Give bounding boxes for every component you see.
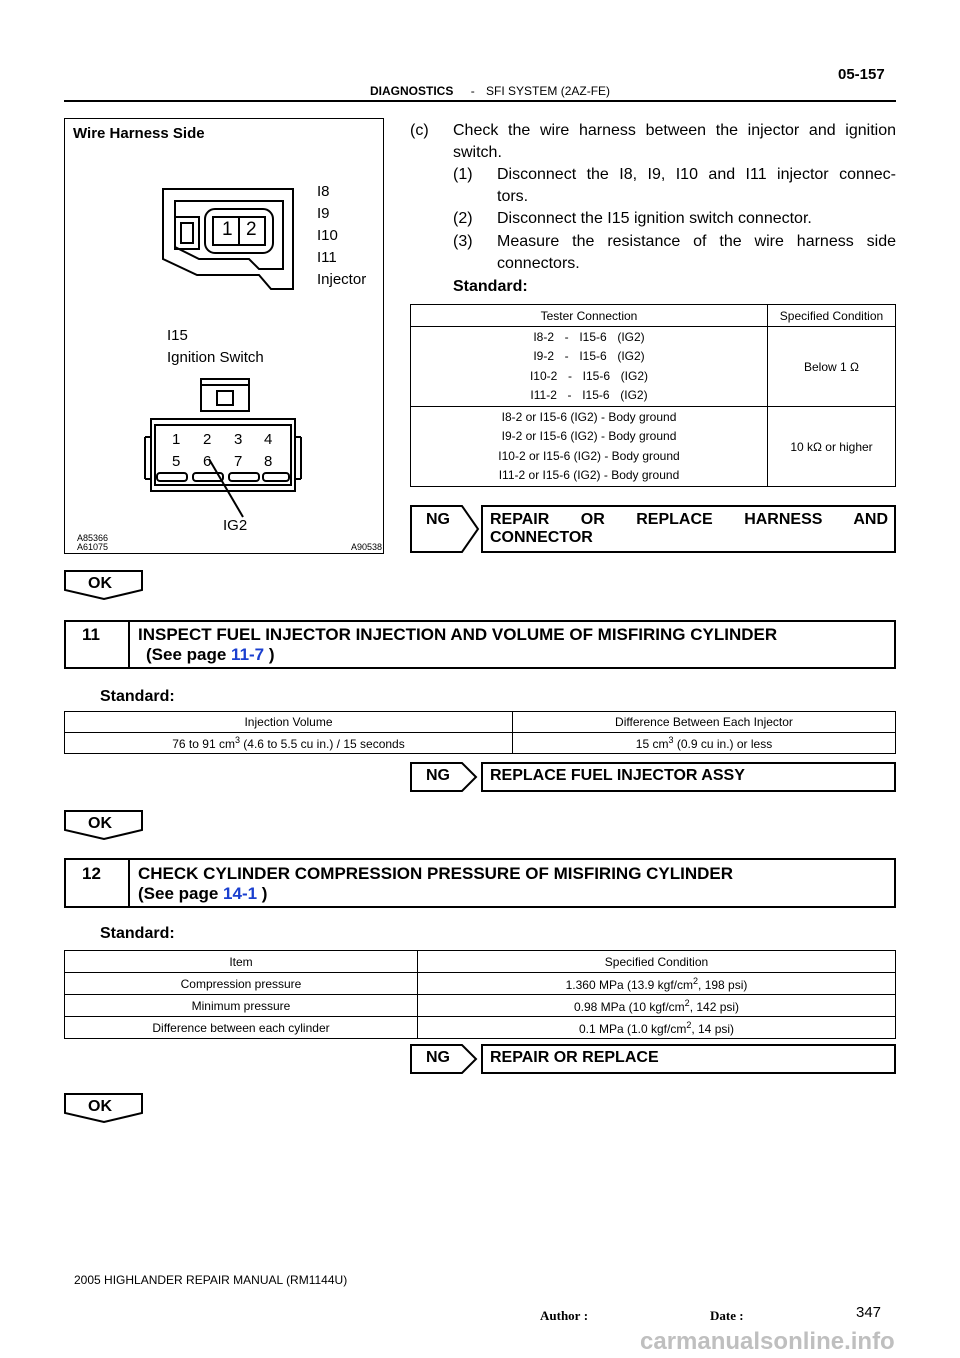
table-cell-line: I10-2 - I15-6 (IG2) xyxy=(529,368,649,383)
table-header: Specified Condition xyxy=(768,305,896,327)
ng-label-2: NG xyxy=(426,767,450,784)
section-11-close: ) xyxy=(264,645,275,664)
ok-label-3: OK xyxy=(88,1098,112,1115)
label-i11: I11 xyxy=(317,249,337,266)
compression-table xyxy=(64,950,896,1039)
standard-label-1: Standard: xyxy=(453,278,528,295)
substep-2-label: (2) xyxy=(453,210,473,227)
table-cell-line: I9-2 - I15-6 (IG2) xyxy=(533,349,645,363)
cell-text: , 142 psi) xyxy=(689,999,740,1014)
cell-text: , 198 psi) xyxy=(698,977,748,992)
ok-label-2: OK xyxy=(88,815,112,832)
section-12-title-1: CHECK CYLINDER COMPRESSION PRESSURE OF MISFIRING CYLINDER xyxy=(138,864,734,883)
cell-sup: 2 xyxy=(693,975,699,986)
table-header: Specified Condition xyxy=(418,951,896,973)
switch-pin-6: 6 xyxy=(203,453,212,470)
table-header: Item xyxy=(65,951,418,973)
table-cell: Compression pressure xyxy=(65,973,418,995)
substep-3-text-1: Measure the resistance of the wire harness side xyxy=(497,233,896,250)
substep-2-text: Disconnect the I15 ignition switch connector. xyxy=(497,210,812,227)
table-cell-line: I11-2 or I15-6 (IG2) - Body ground xyxy=(498,468,680,482)
label-i8: I8 xyxy=(317,183,330,200)
table-cell xyxy=(418,995,896,1017)
label-i9: I9 xyxy=(317,205,330,222)
cell-text: (0.9 cu in.) or less xyxy=(673,737,773,751)
figure-code-3: A90538 xyxy=(351,542,383,552)
cell-text: 76 to 91 cm xyxy=(172,737,235,751)
running-header xyxy=(370,84,610,98)
table-cell-line: I8-2 - I15-6 (IG2) xyxy=(533,329,645,344)
label-ig2: IG2 xyxy=(223,517,248,534)
figure-code-2: A61075 xyxy=(77,542,109,552)
cell-text: (4.6 to 5.5 cu in.) / 15 seconds xyxy=(239,737,405,751)
table-cell: 10 kΩ or higher xyxy=(768,407,896,487)
date-label: Date : xyxy=(710,1308,744,1323)
injector-pin-1: 1 xyxy=(222,219,233,240)
section-12-see-page: (See page xyxy=(138,884,224,903)
header-dash: - xyxy=(470,84,475,98)
substep-3-text-2: connectors. xyxy=(497,255,580,272)
step-c-label: (c) xyxy=(410,122,429,139)
switch-pin-4: 4 xyxy=(264,431,273,448)
ignition-switch-connector-drawing xyxy=(145,379,301,517)
page-number: 347 xyxy=(856,1304,882,1321)
standard-label-3: Standard: xyxy=(100,925,175,942)
cell-sup: 3 xyxy=(234,735,240,745)
ng-label-3: NG xyxy=(426,1049,450,1066)
table-cell xyxy=(65,733,513,754)
substep-1-text-2: tors. xyxy=(497,188,529,205)
step-c-text-2: switch. xyxy=(453,144,502,161)
table-cell xyxy=(418,973,896,995)
page-link-11-7[interactable]: 11-7 xyxy=(231,645,265,664)
cell-text: 1.360 MPa (13.9 kgf/cm xyxy=(565,977,694,992)
cell-sup: 2 xyxy=(684,997,690,1008)
cell-sup: 3 xyxy=(668,735,674,745)
substep-1-text-1: Disconnect the I8, I9, I10 and I11 injector connec- xyxy=(497,166,896,183)
ng-action-1-line-1: REPAIR OR REPLACE HARNESS AND xyxy=(490,511,888,528)
label-i15: I15 xyxy=(167,327,188,344)
table-cell: Below 1 Ω xyxy=(768,327,896,407)
author-label: Author : xyxy=(540,1308,589,1323)
switch-pin-2: 2 xyxy=(203,431,212,448)
manual-title: 2005 HIGHLANDER REPAIR MANUAL (RM1144U) xyxy=(74,1273,348,1287)
switch-pin-1: 1 xyxy=(172,431,181,448)
substep-3-label: (3) xyxy=(453,233,473,250)
table-cell-line: I10-2 or I15-6 (IG2) - Body ground xyxy=(498,448,680,463)
section-12-divider xyxy=(128,858,130,908)
section-11-divider xyxy=(128,620,130,669)
table-cell-line: I11-2 - I15-6 (IG2) xyxy=(530,388,648,402)
injection-volume-table xyxy=(64,711,896,754)
cell-sup: 2 xyxy=(686,1019,692,1030)
ng-label-1: NG xyxy=(426,511,450,528)
ng-action-3: REPAIR OR REPLACE xyxy=(490,1049,659,1066)
resistance-table xyxy=(410,304,896,487)
cell-text: 15 cm xyxy=(635,737,669,751)
header-rule xyxy=(64,100,896,102)
section-12-close: ) xyxy=(257,884,268,903)
header-system: SFI SYSTEM (2AZ-FE) xyxy=(486,84,611,98)
switch-pin-5: 5 xyxy=(172,453,181,470)
table-header: Difference Between Each Injector xyxy=(513,712,896,733)
table-header: Tester Connection xyxy=(411,305,768,327)
table-cell xyxy=(513,733,896,754)
switch-pin-8: 8 xyxy=(264,453,273,470)
table-cell: Minimum pressure xyxy=(65,995,418,1017)
switch-pin-7: 7 xyxy=(234,453,243,470)
injector-pin-2: 2 xyxy=(246,219,257,240)
table-cell xyxy=(411,407,768,487)
switch-pin-3: 3 xyxy=(234,431,243,448)
substep-1-label: (1) xyxy=(453,166,473,183)
table-cell xyxy=(418,1017,896,1039)
cell-text: 0.1 MPa (1.0 kgf/cm xyxy=(578,1021,687,1036)
section-11-title-1: INSPECT FUEL INJECTOR INJECTION AND VOLUME OF MISFIRING CYLINDER xyxy=(138,625,778,644)
page-link-14-1[interactable]: 14-1 xyxy=(223,884,258,903)
step-c-text-1: Check the wire harness between the injector and ignition xyxy=(453,122,896,139)
ok-label-1: OK xyxy=(88,575,112,592)
table-cell-line: I8-2 or I15-6 (IG2) - Body ground xyxy=(501,409,677,424)
table-header: Injection Volume xyxy=(65,712,513,733)
figure-title: Wire Harness Side xyxy=(73,125,205,142)
table-cell: Difference between each cylinder xyxy=(65,1017,418,1039)
section-12-number: 12 xyxy=(82,864,101,883)
label-injector: Injector xyxy=(317,271,367,288)
cell-text: , 14 psi) xyxy=(691,1021,735,1036)
cell-text: 0.98 MPa (10 kgf/cm xyxy=(573,999,685,1014)
ng-action-2: REPLACE FUEL INJECTOR ASSY xyxy=(490,767,745,784)
table-cell xyxy=(411,327,768,407)
figure-code-1: A85366 xyxy=(77,533,109,543)
standard-label-2: Standard: xyxy=(100,688,175,705)
connector-drawing xyxy=(65,119,383,553)
section-11-number: 11 xyxy=(82,625,100,644)
label-ignition-switch: Ignition Switch xyxy=(167,349,264,366)
section-11-title-2 xyxy=(146,645,275,665)
section-11-see-page: (See page xyxy=(146,645,232,664)
label-i10: I10 xyxy=(317,227,338,244)
table-cell-line: I9-2 or I15-6 (IG2) - Body ground xyxy=(501,429,677,443)
ng-action-1-line-2: CONNECTOR xyxy=(490,529,593,546)
connector-figure xyxy=(64,118,384,554)
watermark: carmanualsonline.info xyxy=(640,1328,895,1355)
page-code: 05-157 xyxy=(838,66,885,83)
header-section: DIAGNOSTICS xyxy=(370,84,454,98)
section-12-title-2 xyxy=(138,884,267,904)
